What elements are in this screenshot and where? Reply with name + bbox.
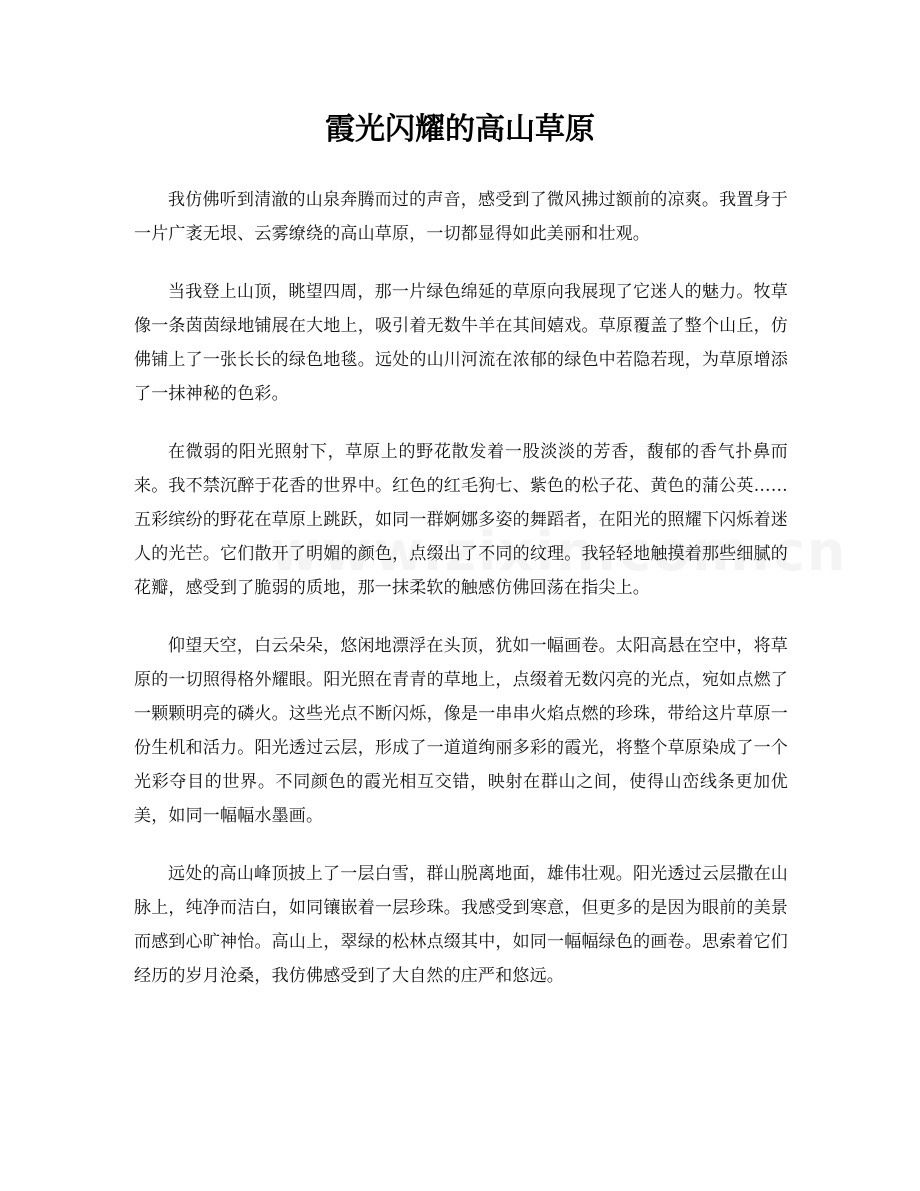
- document-body: [134, 183, 788, 1017]
- paragraph: 仰望天空，白云朵朵，悠闲地漂浮在头顶，犹如一幅画卷。太阳高悬在空中，将草原的一切照得格外耀眼。阳光照在青青的草地上，点缀着无数闪亮的光点，宛如点燃了一颗颗明亮的磷火。这些光点不断闪烁，像是一串串火焰点燃的珍珠，带给这片草原一份生机和活力。阳光透过云层，形成了一道道绚丽多彩的霞光，将整个草原染成了一个光彩夺目的世界。不同颜色的霞光相互交错，映射在群山之间，使得山峦线条更加优美，如同一幅幅水墨画。: [134, 636, 788, 826]
- paragraph: 在微弱的阳光照射下，草原上的野花散发着一股淡淡的芳香，馥郁的香气扑鼻而来。我不禁沉醉于花香的世界中。红色的红毛狗七、紫色的松子花、黄色的蒲公英……五彩缤纷的野花在草原上跳跃，如同一群婀娜多姿的舞蹈者，在阳光的照耀下闪烁着迷人的光芒。它们散开了明媚的颜色，点缀出了不同的纹理。我轻轻地触摸着那些细腻的花瓣，感受到了脆弱的质地，那一抹柔软的触感仿佛回荡在指尖上。: [134, 442, 788, 598]
- paragraph: 远处的高山峰顶披上了一层白雪，群山脱离地面，雄伟壮观。阳光透过云层撒在山脉上，纯净而洁白，如同镶嵌着一层珍珠。我感受到寒意，但更多的是因为眼前的美景而感到心旷神怡。高山上，翠绿的松林点缀其中，如同一幅幅绿色的画卷。思索着它们经历的岁月沧桑，我仿佛感受到了大自然的庄严和悠远。: [134, 864, 788, 986]
- paragraph: 当我登上山顶，眺望四周，那一片绿色绵延的草原向我展现了它迷人的魅力。牧草像一条茵茵绿地铺展在大地上，吸引着无数牛羊在其间嬉戏。草原覆盖了整个山丘，仿佛铺上了一张长长的绿色地毯。远处的山川河流在浓郁的绿色中若隐若现，为草原增添了一抹神秘的色彩。: [134, 282, 788, 404]
- document-title: 霞光闪耀的高山草原: [325, 112, 595, 147]
- paragraph: 我仿佛听到清澈的山泉奔腾而过的声音，感受到了微风拂过额前的凉爽。我置身于一片广袤无垠、云雾缭绕的高山草原，一切都显得如此美丽和壮观。: [134, 190, 788, 244]
